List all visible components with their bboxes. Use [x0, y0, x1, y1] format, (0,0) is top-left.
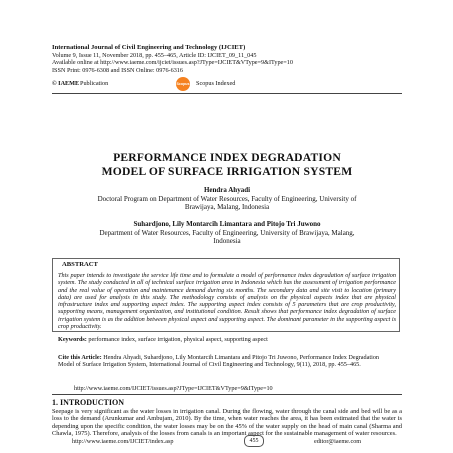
abstract-heading: ABSTRACT [62, 261, 98, 268]
iaeme-logo: © IAEME [52, 80, 80, 87]
author-name: Suhardjono, Lily Montarcih Limantara and Pitojo Tri Juwono [133, 220, 321, 228]
author-affiliation: Indonesia [213, 237, 241, 246]
author-block-1 [52, 186, 402, 212]
keywords-text: performance index, surface irrigation, physical aspect, supporting aspect [88, 336, 268, 343]
footer-url-link[interactable]: http://www.iaeme.com/IJCIET/index.asp [72, 438, 174, 445]
header-divider [52, 93, 402, 94]
keywords-label: Keywords: [58, 336, 87, 343]
citation [58, 354, 396, 369]
author-affiliation: Doctoral Program on Department of Water Resources, Faculty of Engineering, University of [97, 194, 357, 203]
author-block-2 [52, 220, 402, 246]
paper-title-line2: MODEL OF SURFACE IRRIGATION SYSTEM [101, 165, 353, 178]
volume-line: Volume 9, Issue 11, November 2018, pp. 455–465, Article ID: IJCIET_09_11_045 [52, 51, 257, 59]
introduction-heading: 1. INTRODUCTION [52, 398, 125, 407]
citation-link[interactable]: http://www.iaeme.com/IJCIET/issues.asp?JType=IJCIET&VType=9&IType=10 [74, 385, 273, 392]
available-line: Available online at http://www.iaeme.com/ijciet/issues.asp?JType=IJCIET&VType=9&IType=10 [52, 59, 293, 67]
author-affiliation: Brawijaya, Malang, Indonesia [184, 203, 270, 212]
publisher-row [52, 80, 412, 92]
author-affiliation: Department of Water Resources, Faculty of Engineering, University of Brawijaya, Malang, [99, 228, 355, 237]
abstract-text: This paper intends to investigate the service life time and to formulate a model of performance index degradation of surface irrigation system. The study conducted in all of technical surface irrigation area in Indonesia which has the assessment of irrigation performance and the real value of operation and maintenance demand during six months. The secondary data and site visit to location (primary data) are used for analysis in this study. The methodology consists of analysis on the physical aspects index that are physical infrastructure index and supporting aspect index. The supporting aspect index consists of 5 parameters that are crop productivity, supporting means, management organization, and institutional condition. Result shows that performance index degradation of surface irrigation system is as the addition between physical aspect and supporting aspect. The dominant parameter in the supporting aspect is crop productivity. [58, 272, 396, 331]
author-name: Hendra Ahyadi [203, 186, 251, 194]
publication-label: Publication [80, 80, 109, 87]
issn-line: ISSN Print: 0976-6308 and ISSN Online: 0976-6316 [52, 66, 183, 74]
journal-header [52, 44, 422, 74]
page-number: 455 [244, 435, 264, 447]
introduction-text: Seepage is very significant as the water losses in irrigation canal. During the flowing, water through the canal side and bed will be as a loss to the demand (Arunkumar and Ambujam, 2010). By the time, when water reaches the area, it has been estimated that the water is depending upon the specific condition, the water losses may be on the 45% of the water supply on the head of main canal (Sharma and Chawla, 1975). Therefore, analysis of the losses from canals is an important aspect for the sustainable management of water resources. [52, 408, 402, 438]
footer-email-link[interactable]: editor@iaeme.com [314, 438, 362, 445]
scopus-label: Scopus Indexed [196, 80, 236, 87]
paper-title-line1: PERFORMANCE INDEX DEGRADATION [113, 151, 341, 164]
keywords [58, 336, 396, 343]
section-divider [52, 394, 402, 395]
citation-text: Hendra Ahyadi, Suhardjono, Lily Montarcih Limantara and Pitojo Tri Juwono, Performance Index Degradation Model of Surface Irrigation System, International Journal of Civil Engineering and Technology, 9(11), 2018, pp. 455–465. [58, 354, 380, 369]
scopus-logo-icon: Scopus [176, 77, 190, 91]
paper-title [52, 151, 402, 179]
page-footer [52, 435, 402, 449]
journal-title: International Journal of Civil Engineering and Technology (IJCIET) [52, 44, 246, 51]
citation-label: Cite this Article: [58, 354, 102, 361]
